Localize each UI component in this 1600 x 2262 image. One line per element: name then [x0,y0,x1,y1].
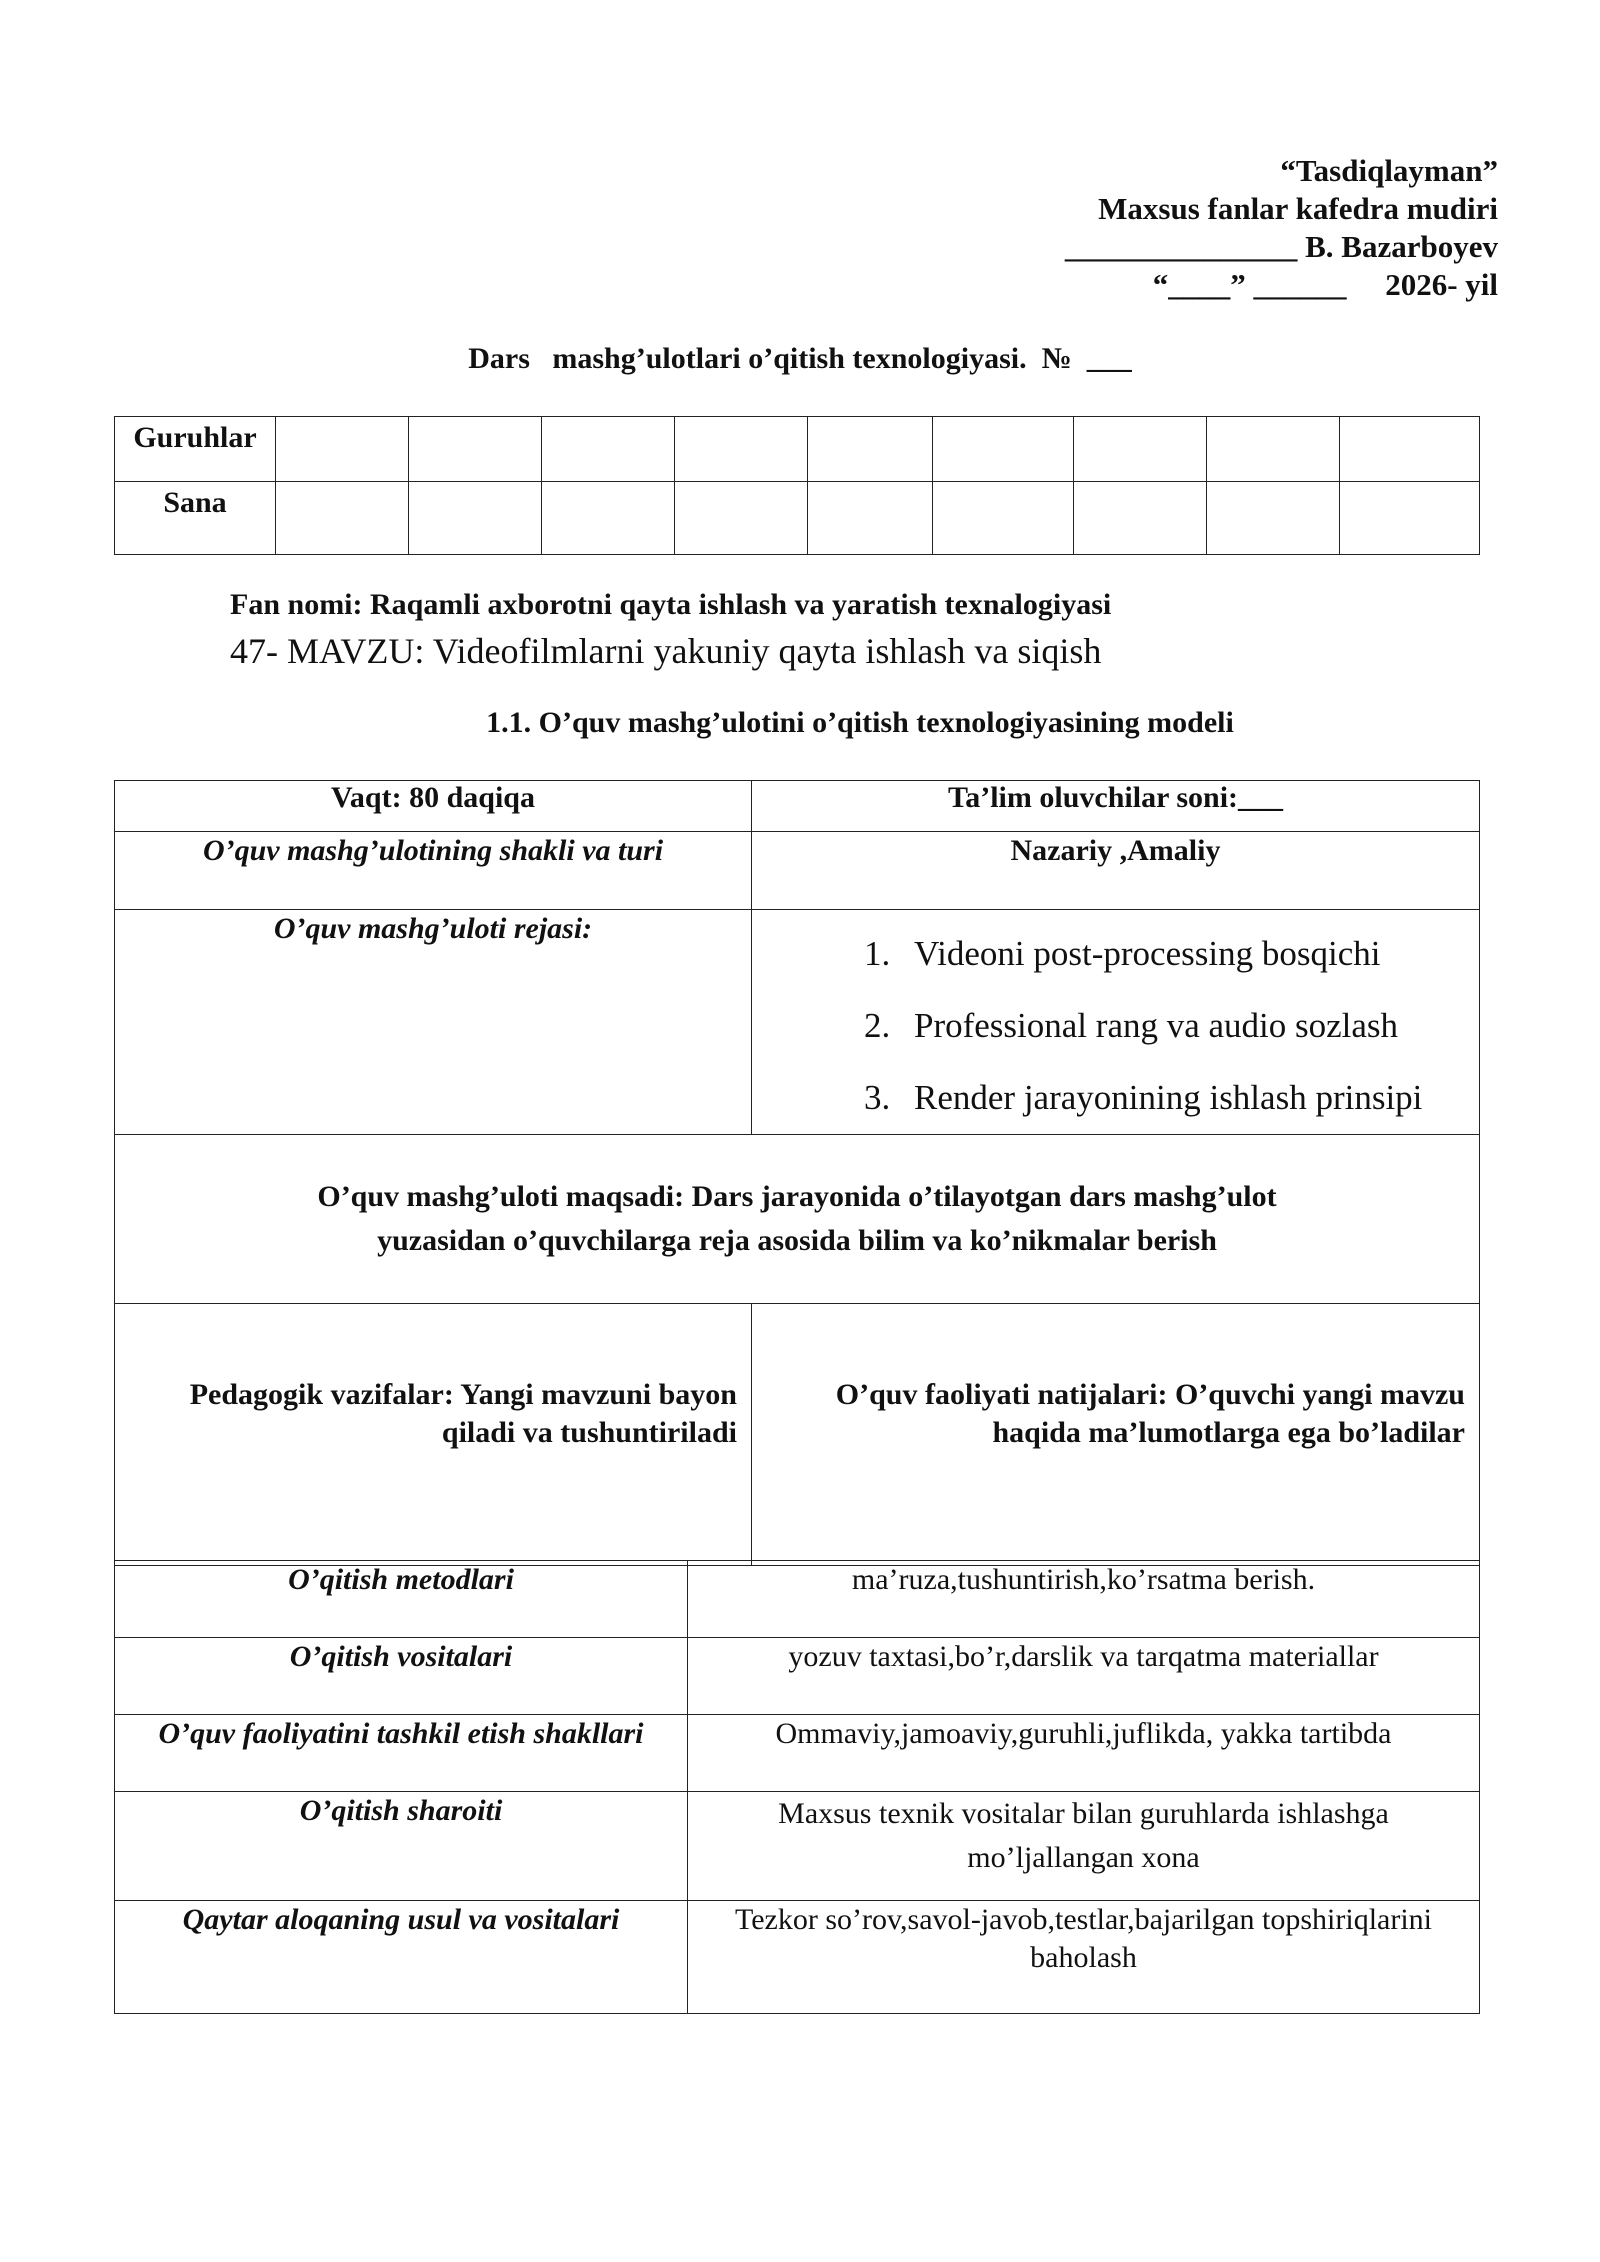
plan-item: 1. Videoni post-processing bosqichi [864,934,1381,973]
methods-value: yozuv taxtasi,bo’r,darslik va tarqatma materiallar [688,1638,1480,1715]
pedagogical-tasks-cell [115,1304,752,1566]
methods-row [115,1901,1480,2014]
time-cell: Vaqt: 80 daqiqa [115,781,752,832]
document-title: Dars mashg’ulotlari o’qitish texnologiyasi. № ___ [468,342,1132,375]
aim-cell [115,1135,1480,1304]
methods-row [115,1638,1480,1715]
subject-name: Fan nomi: Raqamli axborotni qayta ishlash va yaratish texnalogiyasi [230,588,1112,621]
methods-row [115,1561,1480,1638]
methods-row [115,1792,1480,1901]
tasks-row [115,1304,1480,1566]
pedagogical-tasks-line: qiladi va tushuntiriladi [441,1416,737,1449]
group-cell [542,417,675,482]
plan-cell [752,910,1480,1135]
learning-outcomes-line: O’quv faoliyati natijalari: O’quvchi yangi mavzu [835,1378,1465,1411]
methods-key: O’quv faoliyatini tashkil etish shakllari [115,1715,688,1792]
date-cell [1074,482,1207,555]
methods-value: Maxsus texnik vositalar bilan guruhlarda ishlashga mo’ljallangan xona [688,1792,1480,1901]
group-cell [1340,417,1480,482]
topic-title: 47- MAVZU: Videofilmlarni yakuniy qayta ishlash va siqish [230,631,1102,671]
methods-key: Qaytar aloqaning usul va vositalari [115,1901,688,2014]
groups-row [115,417,1480,482]
aim-line: O’quv mashg’uloti maqsadi: Dars jarayonida o’tilayotgan dars mashg’ulot [317,1180,1277,1213]
date-cell [1207,482,1340,555]
learning-outcomes-line: haqida ma’lumotlarga ega bo’ladilar [992,1416,1465,1449]
form-value: Nazariy ,Amaliy [752,832,1480,910]
time-row [115,781,1480,832]
methods-table [114,1560,1480,2014]
pedagogical-tasks-line: Pedagogik vazifalar: Yangi mavzuni bayon [189,1378,737,1411]
approval-position: Maxsus fanlar kafedra mudiri [1098,191,1498,226]
plan-item: 3. Render jarayonining ishlash prinsipi [864,1078,1423,1117]
methods-value: Ommaviy,jamoaviy,guruhli,juflikda, yakka tartibda [688,1715,1480,1792]
approval-date: “____” ______ 2026- yil [1152,267,1498,302]
date-cell [933,482,1074,555]
approval-block [1065,152,1498,304]
group-cell [1207,417,1340,482]
methods-value: Tezkor so’rov,savol-javob,testlar,bajarilgan topshiriqlarini baholash [688,1901,1480,2014]
form-row [115,832,1480,910]
methods-key: O’qitish sharoiti [115,1792,688,1901]
plan-label: O’quv mashg’uloti rejasi: [115,910,752,1135]
date-label: Sana [115,482,276,555]
approval-title: “Tasdiqlayman” [1280,153,1498,188]
date-cell [808,482,933,555]
date-cell [542,482,675,555]
groups-table [114,416,1480,555]
group-cell [808,417,933,482]
form-label: O’quv mashg’ulotining shakli va turi [115,832,752,910]
methods-row [115,1715,1480,1792]
group-cell [276,417,409,482]
learning-outcomes-cell [752,1304,1480,1566]
date-row [115,482,1480,555]
date-cell [276,482,409,555]
methods-value: ma’ruza,tushuntirish,ko’rsatma berish. [688,1561,1480,1638]
group-cell [1074,417,1207,482]
date-cell [675,482,808,555]
date-cell [1340,482,1480,555]
methods-key: O’qitish metodlari [115,1561,688,1638]
plan-list [752,910,1479,1134]
group-cell [933,417,1074,482]
plan-row [115,910,1480,1135]
approval-signature: _______________ B. Bazarboyev [1064,229,1498,264]
model-title: 1.1. O’quv mashg’ulotini o’qitish texnologiyasining modeli [486,706,1234,739]
plan-item: 2. Professional rang va audio sozlash [864,1006,1399,1045]
aim-row [115,1135,1480,1304]
groups-label: Guruhlar [115,417,276,482]
group-cell [675,417,808,482]
methods-key: O’qitish vositalari [115,1638,688,1715]
date-cell [409,482,542,555]
group-cell [409,417,542,482]
model-table [114,780,1480,1566]
students-count-cell: Ta’lim oluvchilar soni:___ [752,781,1480,832]
aim-line: yuzasidan o’quvchilarga reja asosida bilim va ko’nikmalar berish [377,1224,1217,1257]
